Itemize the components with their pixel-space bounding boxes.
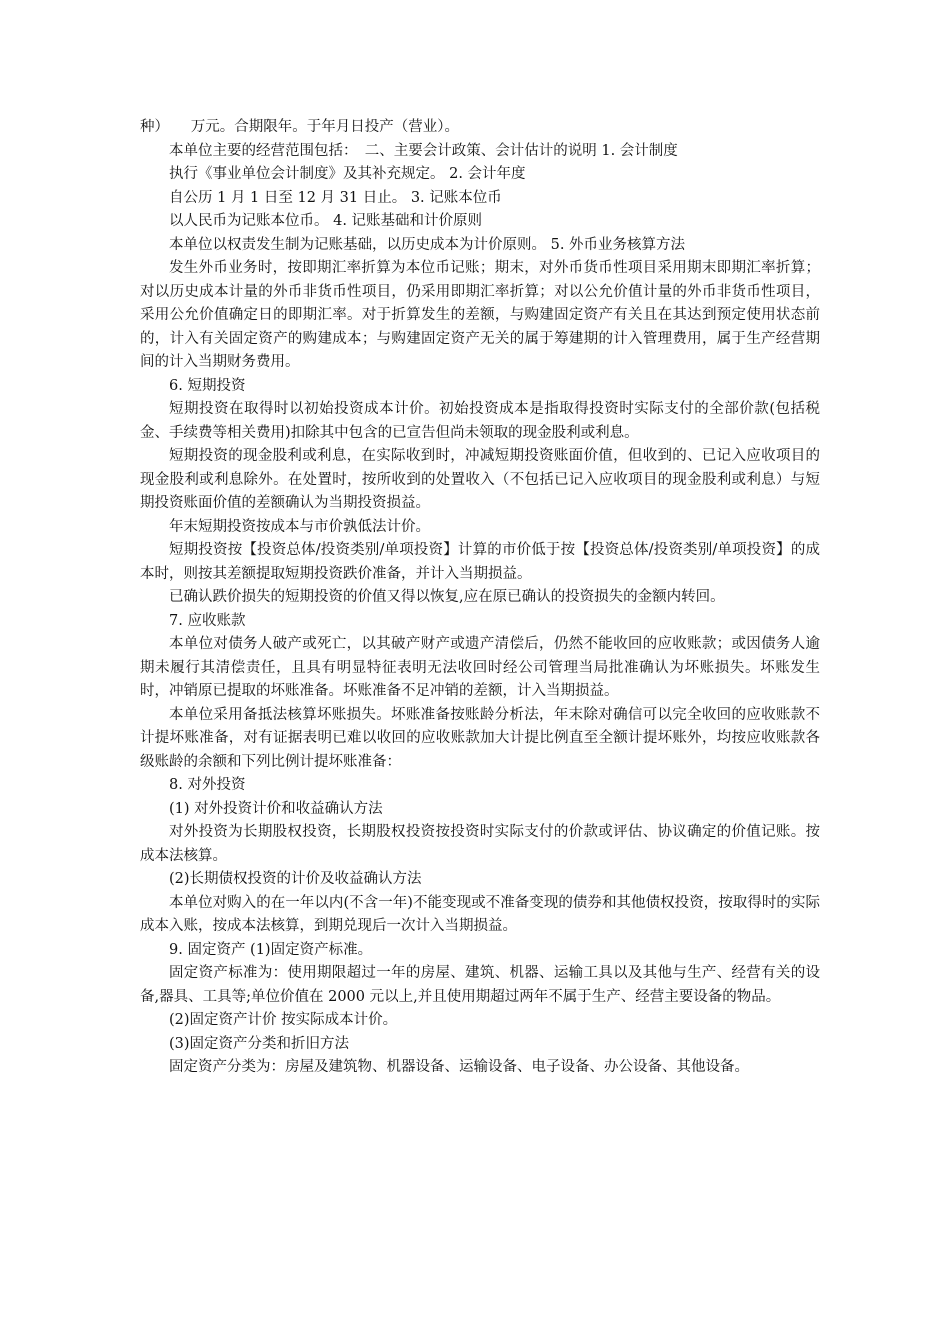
paragraph: 本单位主要的经营范围包括： 二、主要会计政策、会计估计的说明 1. 会计制度 [169, 142, 678, 159]
paragraph: 自公历 1 月 1 日至 12 月 31 日止。 3. 记账本位币 [169, 189, 502, 206]
subsection-heading: (1) 对外投资计价和收益确认方法 [169, 800, 383, 817]
paragraph: 对外投资为长期股权投资，长期股权投资按投资时实际支付的价款或评估、协议确定的价值记账。按成本法核算。 [140, 824, 820, 864]
section-heading: 6. 短期投资 [169, 377, 246, 394]
paragraph: 短期投资按【投资总体/投资类别/单项投资】计算的市价低于按【投资总体/投资类别/单项投资】的成本时，则按其差额提取短期投资跌价准备，并计入当期损益。 [140, 542, 820, 582]
paragraph: 本单位对债务人破产或死亡，以其破产财产或遗产清偿后，仍然不能收回的应收账款；或因债务人逾期未履行其清偿责任，且具有明显特征表明无法收回时经公司管理当局批准确认为坏账损失。坏账发生时，冲销原已提取的坏账准备。坏账准备不足冲销的差额，计入当期损益。 [140, 636, 820, 699]
document-body [140, 116, 820, 1080]
paragraph: 本单位对购入的在一年以内(不含一年)不能变现或不准备变现的债券和其他债权投资，按取得时的实际成本入账，按成本法核算，到期兑现后一次计入当期损益。 [140, 894, 820, 934]
subsection-heading: (2)长期债权投资的计价及收益确认方法 [169, 871, 422, 887]
paragraph: 种） 万元。合期限年。于年月日投产（营业）。 [140, 119, 459, 135]
paragraph: 本单位采用备抵法核算坏账损失。坏账准备按账龄分析法，年末除对确信可以完全收回的应收账款不计提坏账准备，对有证据表明已难以收回的应收账款加大计提比例直至全额计提坏账外，均按应收账款各级账龄的余额和下列比例计提坏账准备： [140, 706, 820, 770]
paragraph: 本单位以权责发生制为记账基础，以历史成本为计价原则。 5. 外币业务核算方法 [169, 236, 686, 253]
section-heading: 9. 固定资产 (1)固定资产标准。 [169, 941, 373, 958]
paragraph: 执行《事业单位会计制度》及其补充规定。 2. 会计年度 [169, 166, 526, 182]
subsection-heading: (3)固定资产分类和折旧方法 [169, 1035, 350, 1052]
paragraph: 固定资产分类为：房屋及建筑物、机器设备、运输设备、电子设备、办公设备、其他设备。 [169, 1059, 749, 1075]
section-heading: 7. 应收账款 [169, 612, 246, 629]
paragraph: 年末短期投资按成本与市价孰低法计价。 [169, 518, 430, 535]
paragraph: 短期投资在取得时以初始投资成本计价。初始投资成本是指取得投资时实际支付的全部价款(包括税金、手续费等相关费用)扣除其中包含的已宣告但尚未领取的现金股利或利息。 [140, 401, 820, 441]
paragraph: 发生外币业务时，按即期汇率折算为本位币记账；期末，对外币货币性项目采用期末即期汇率折算；对以历史成本计量的外币非货币性项目，仍采用即期汇率折算；对以公允价值计量的外币非货币性项目，采用公允价值确定日的即期汇率。对于折算发生的差额，与购建固定资产有关且在其达到预定使用状态前的，计入有关固定资产的购建成本；与购建固定资产无关的属于筹建期的计入管理费用，属于生产经营期间的计入当期财务费用。 [140, 260, 820, 370]
paragraph: 固定资产标准为：使用期限超过一年的房屋、建筑、机器、运输工具以及其他与生产、经营有关的设备,器具、工具等;单位价值在 2000 元以上,并且使用期超过两年不属于生产、经营主要设备的物品。 [140, 965, 820, 1005]
paragraph: 短期投资的现金股利或利息，在实际收到时，冲减短期投资账面价值，但收到的、已记入应收项目的现金股利或利息除外。在处置时，按所收到的处置收入（不包括已记入应收项目的现金股利或利息）与短期投资账面价值的差额确认为当期投资损益。 [140, 448, 820, 511]
paragraph: 以人民币为记账本位币。 4. 记账基础和计价原则 [169, 213, 483, 229]
subsection-heading: (2)固定资产计价 按实际成本计价。 [169, 1012, 398, 1028]
paragraph: 已确认跌价损失的短期投资的价值又得以恢复,应在原已确认的投资损失的金额内转回。 [169, 589, 725, 605]
section-heading: 8. 对外投资 [169, 777, 246, 793]
